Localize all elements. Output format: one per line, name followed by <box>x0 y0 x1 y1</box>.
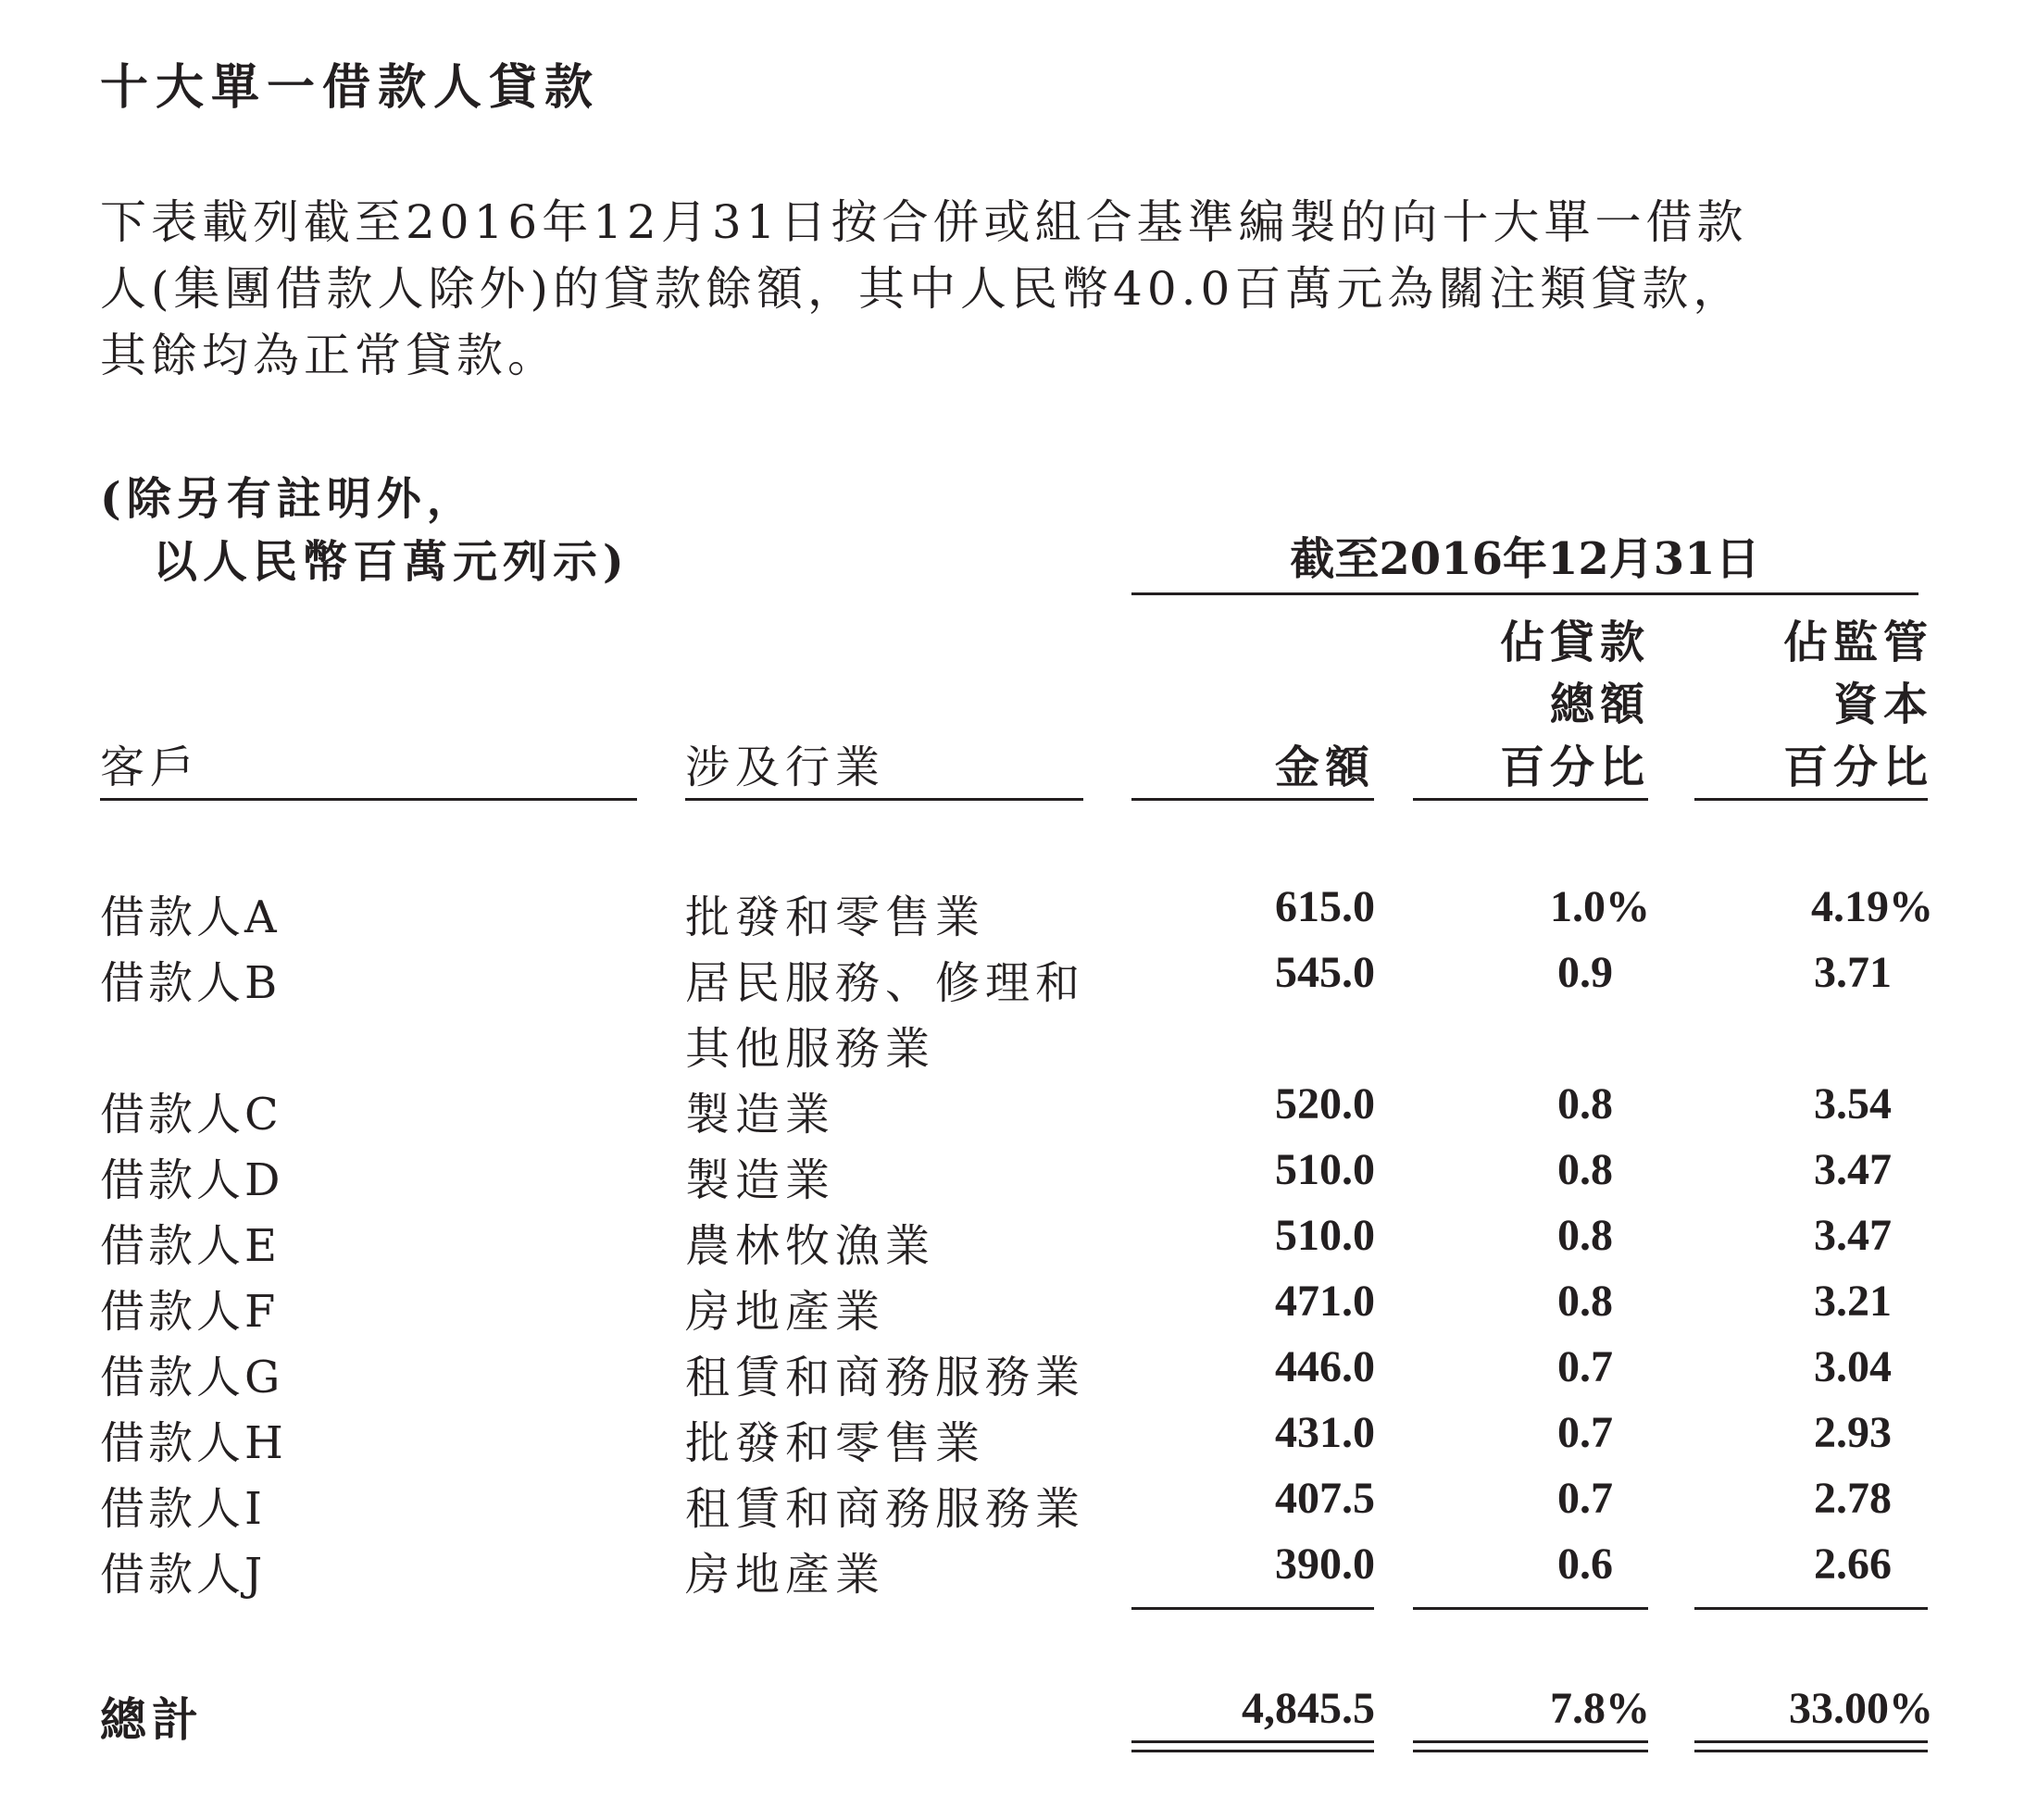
table-row-industry: 製造業 <box>685 1089 836 1141</box>
table-row-loan-pct: 0.8 <box>1557 1211 1613 1260</box>
unit-note-line-1: (除另有註明外， <box>100 473 477 525</box>
table-row-customer: 借款人F <box>100 1286 280 1338</box>
table-row-capital-pct: 2.93 <box>1814 1408 1892 1457</box>
table-row-industry: 房地產業 <box>685 1549 886 1601</box>
table-row-industry: 租賃和商務服務業 <box>685 1352 1086 1403</box>
table-row-industry: 製造業 <box>685 1154 836 1206</box>
table-row-loan-pct: 0.8 <box>1557 1145 1613 1194</box>
total-amount: 4,845.5 <box>1242 1684 1375 1733</box>
total-loan-pct: 7.8% <box>1550 1684 1650 1733</box>
table-row-loan-pct: 0.8 <box>1557 1277 1613 1326</box>
table-row-loan-pct: 0.7 <box>1557 1408 1613 1457</box>
table-row-customer: 借款人C <box>100 1089 282 1141</box>
table-row-capital-pct: 2.78 <box>1814 1474 1892 1523</box>
table-row-customer: 借款人E <box>100 1220 281 1272</box>
table-row-loan-pct: 1.0% <box>1550 882 1650 931</box>
intro-line-3: 其餘均為正常貸款。 <box>100 329 558 382</box>
rule-capital-pct-subtotal <box>1694 1607 1928 1610</box>
table-row-industry: 房地產業 <box>685 1286 886 1338</box>
table-row-amount: 615.0 <box>1275 882 1375 931</box>
table-row-customer: 借款人I <box>100 1483 266 1535</box>
table-row-industry: 批發和零售業 <box>685 891 986 943</box>
table-row-amount: 407.5 <box>1275 1474 1375 1523</box>
rule-loan-pct <box>1413 798 1648 801</box>
table-row-loan-pct: 0.7 <box>1557 1474 1613 1523</box>
table-row-loan-pct: 0.7 <box>1557 1342 1613 1391</box>
rule-capital-pct-total-1 <box>1694 1740 1928 1743</box>
intro-line-1: 下表載列截至2016年12月31日按合併或組合基準編製的向十大單一借款 <box>100 195 1748 249</box>
table-row-amount: 510.0 <box>1275 1145 1375 1194</box>
rule-amount <box>1131 798 1374 801</box>
rule-loan-pct-total-1 <box>1413 1740 1648 1743</box>
table-row-customer: 借款人D <box>100 1154 284 1206</box>
table-row-customer: 借款人G <box>100 1352 284 1403</box>
total-label: 總計 <box>100 1692 204 1747</box>
table-row-loan-pct: 0.8 <box>1557 1079 1613 1128</box>
intro-line-2: 人(集團借款人除外)的貸款餘額，其中人民幣40.0百萬元為關注類貸款， <box>100 262 1744 316</box>
table-row-industry: 農林牧漁業 <box>685 1220 936 1272</box>
col-header-capital-pct-3: 百分比 <box>1782 743 1933 792</box>
table-row-amount: 545.0 <box>1275 948 1375 997</box>
table-row-customer: 借款人H <box>100 1417 287 1469</box>
col-header-loan-pct-2: 總額 <box>1549 680 1650 729</box>
table-row-amount: 520.0 <box>1275 1079 1375 1128</box>
rule-capital-pct-total-2 <box>1694 1750 1928 1752</box>
col-header-loan-pct-3: 百分比 <box>1499 743 1650 792</box>
col-header-loan-pct-1: 佔貸款 <box>1499 618 1650 667</box>
table-row-industry: 租賃和商務服務業 <box>685 1483 1086 1535</box>
col-header-capital-pct-1: 佔監管 <box>1782 618 1933 667</box>
total-capital-pct: 33.00% <box>1789 1684 1933 1733</box>
table-row-capital-pct: 3.21 <box>1814 1277 1892 1326</box>
table-row-loan-pct: 0.9 <box>1557 948 1613 997</box>
rule-amount-total-1 <box>1131 1740 1374 1743</box>
period-header-rule <box>1131 592 1918 595</box>
section-heading: 十大單一借款人貸款 <box>100 59 601 116</box>
rule-amount-subtotal <box>1131 1607 1374 1610</box>
col-header-industry: 涉及行業 <box>685 742 886 793</box>
table-row-loan-pct: 0.6 <box>1557 1540 1613 1589</box>
table-row-customer: 借款人A <box>100 891 281 943</box>
table-row-capital-pct: 3.47 <box>1814 1145 1892 1194</box>
rule-capital-pct <box>1694 798 1928 801</box>
table-row-amount: 446.0 <box>1275 1342 1375 1391</box>
table-row-capital-pct: 3.54 <box>1814 1079 1892 1128</box>
table-row-amount: 390.0 <box>1275 1540 1375 1589</box>
table-row-customer: 借款人B <box>100 957 281 1009</box>
table-row-capital-pct: 3.47 <box>1814 1211 1892 1260</box>
col-header-customer: 客戶 <box>100 742 201 793</box>
period-header: 截至2016年12月31日 <box>1290 533 1760 585</box>
rule-amount-total-2 <box>1131 1750 1374 1752</box>
col-header-amount: 金額 <box>1274 743 1375 792</box>
table-row-capital-pct: 2.66 <box>1814 1540 1892 1589</box>
rule-customer <box>100 798 637 801</box>
unit-note-line-2: 以人民幣百萬元列示) <box>153 536 630 588</box>
table-row-capital-pct: 3.71 <box>1814 948 1892 997</box>
table-row-industry: 批發和零售業 <box>685 1417 986 1469</box>
table-row-capital-pct: 4.19% <box>1811 882 1933 931</box>
rule-industry <box>685 798 1083 801</box>
table-row-industry-cont: 其他服務業 <box>685 1023 936 1075</box>
table-row-capital-pct: 3.04 <box>1814 1342 1892 1391</box>
table-row-customer: 借款人J <box>100 1549 267 1601</box>
table-row-amount: 510.0 <box>1275 1211 1375 1260</box>
rule-loan-pct-subtotal <box>1413 1607 1648 1610</box>
rule-loan-pct-total-2 <box>1413 1750 1648 1752</box>
table-row-amount: 431.0 <box>1275 1408 1375 1457</box>
col-header-capital-pct-2: 資本 <box>1832 680 1933 729</box>
table-row-industry: 居民服務、修理和 <box>685 957 1086 1009</box>
table-row-amount: 471.0 <box>1275 1277 1375 1326</box>
